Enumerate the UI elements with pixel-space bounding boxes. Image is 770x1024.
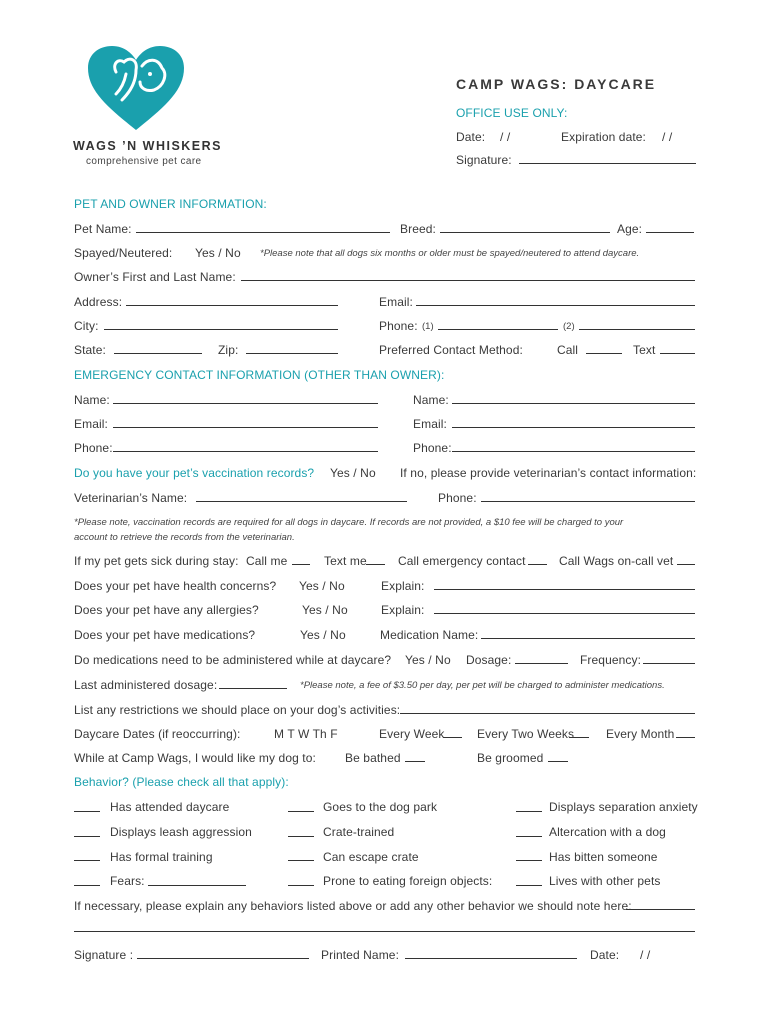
- footer-signature-field[interactable]: [137, 958, 309, 959]
- every-month-label: Every Month: [606, 727, 675, 741]
- emergency-email-1-field[interactable]: [113, 427, 378, 428]
- every-week-label: Every Week: [379, 727, 445, 741]
- spayed-options[interactable]: Yes / No: [195, 246, 241, 260]
- printed-name-label: Printed Name:: [321, 948, 399, 962]
- footer-signature-label: Signature :: [74, 948, 134, 962]
- behavior-check[interactable]: [74, 811, 100, 812]
- sick-text-me-label: Text me: [324, 554, 367, 568]
- emergency-phone-1-field[interactable]: [113, 451, 378, 452]
- printed-name-field[interactable]: [405, 958, 577, 959]
- vaccination-options[interactable]: Yes / No: [330, 466, 376, 480]
- behavior-check[interactable]: [74, 885, 100, 886]
- heart-logo-icon: [86, 44, 186, 132]
- groomed-label: Be groomed: [477, 751, 544, 765]
- city-label: City:: [74, 319, 99, 333]
- office-date-slashes: / /: [500, 130, 511, 144]
- emergency-phone-2-field[interactable]: [452, 451, 695, 452]
- page-title: CAMP WAGS: DAYCARE: [456, 76, 657, 92]
- health-explain-label: Explain:: [381, 579, 425, 593]
- age-field[interactable]: [646, 232, 694, 233]
- city-field[interactable]: [104, 329, 338, 330]
- expiration-label: Expiration date:: [561, 130, 646, 144]
- brand-tagline: comprehensive pet care: [86, 156, 202, 167]
- medication-name-field[interactable]: [481, 638, 695, 639]
- emergency-heading: EMERGENCY CONTACT INFORMATION (OTHER THAN OWNER):: [74, 368, 445, 382]
- medications-options[interactable]: Yes / No: [300, 628, 346, 642]
- health-explain-field[interactable]: [434, 589, 695, 590]
- fears-field[interactable]: [148, 885, 246, 886]
- zip-label: Zip:: [218, 343, 239, 357]
- contact-text-label: Text: [633, 343, 656, 357]
- sick-call-vet-field[interactable]: [677, 564, 695, 565]
- preferred-contact-label: Preferred Contact Method:: [379, 343, 523, 357]
- groomed-field[interactable]: [548, 761, 568, 762]
- frequency-field[interactable]: [643, 663, 695, 664]
- behavior-explain-field-2[interactable]: [74, 931, 695, 932]
- emergency-name-2-label: Name:: [413, 393, 449, 407]
- address-label: Address:: [74, 295, 123, 309]
- allergies-explain-label: Explain:: [381, 603, 425, 617]
- sick-label: If my pet gets sick during stay:: [74, 554, 239, 568]
- medication-fee-note: *Please note, a fee of $3.50 per day, per pet will be charged to administer medications.: [300, 680, 665, 691]
- pet-name-label: Pet Name:: [74, 222, 132, 236]
- health-concerns-label: Does your pet have health concerns?: [74, 579, 277, 593]
- sick-call-me-label: Call me: [246, 554, 288, 568]
- every-two-weeks-field[interactable]: [569, 737, 589, 738]
- behavior-heading: Behavior? (Please check all that apply):: [74, 775, 289, 789]
- daycare-days[interactable]: M T W Th F: [274, 727, 338, 741]
- office-use-label: OFFICE USE ONLY:: [456, 106, 568, 120]
- behavior-check[interactable]: [288, 811, 314, 812]
- behavior-item: Has bitten someone: [549, 850, 658, 864]
- while-at-label: While at Camp Wags, I would like my dog to:: [74, 751, 316, 765]
- behavior-item: Has formal training: [110, 850, 213, 864]
- age-label: Age:: [617, 222, 643, 236]
- pet-owner-heading: PET AND OWNER INFORMATION:: [74, 197, 267, 211]
- vaccination-note-1: *Please note, vaccination records are required for all dogs in daycare. If records are not provided, a $10 fee will be charged to your: [74, 517, 624, 528]
- behavior-check[interactable]: [74, 860, 100, 861]
- owner-phone-label: Phone:: [379, 319, 418, 333]
- sick-call-emergency-label: Call emergency contact: [398, 554, 526, 568]
- office-signature-field[interactable]: [519, 163, 696, 164]
- behavior-check[interactable]: [288, 885, 314, 886]
- behavior-item: Displays leash aggression: [110, 825, 252, 839]
- behavior-check[interactable]: [288, 836, 314, 837]
- bathed-field[interactable]: [405, 761, 425, 762]
- sick-call-me-field[interactable]: [292, 564, 310, 565]
- behavior-check[interactable]: [516, 885, 542, 886]
- phone-2-field[interactable]: [579, 329, 695, 330]
- emergency-name-1-label: Name:: [74, 393, 110, 407]
- daycare-dates-label: Daycare Dates (if reoccurring):: [74, 727, 241, 741]
- contact-call-field[interactable]: [586, 353, 622, 354]
- vet-name-label: Veterinarian’s Name:: [74, 491, 188, 505]
- sick-call-vet-label: Call Wags on-call vet: [559, 554, 674, 568]
- behavior-check[interactable]: [516, 811, 542, 812]
- vaccination-note-2: account to retrieve the records from the veterinarian.: [74, 532, 295, 543]
- emergency-phone-2-label: Phone:: [413, 441, 452, 455]
- restrictions-label: List any restrictions we should place on your dog’s activities:: [74, 703, 401, 717]
- emergency-email-2-label: Email:: [413, 417, 447, 431]
- footer-date-label: Date:: [590, 948, 620, 962]
- zip-field[interactable]: [246, 353, 338, 354]
- footer-date-slashes: / /: [640, 948, 651, 962]
- behavior-explain-label: If necessary, please explain any behaviors listed above or add any other behavior we should note here:: [74, 899, 632, 913]
- behavior-check[interactable]: [288, 860, 314, 861]
- logo: [86, 44, 186, 137]
- behavior-item: Goes to the dog park: [323, 800, 438, 814]
- behavior-item: Has attended daycare: [110, 800, 230, 814]
- state-label: State:: [74, 343, 106, 357]
- emergency-name-1-field[interactable]: [113, 403, 378, 404]
- owner-email-label: Email:: [379, 295, 413, 309]
- emergency-email-1-label: Email:: [74, 417, 108, 431]
- expiration-slashes: / /: [662, 130, 673, 144]
- breed-label: Breed:: [400, 222, 436, 236]
- emergency-email-2-field[interactable]: [452, 427, 695, 428]
- vet-phone-field[interactable]: [481, 501, 695, 502]
- last-dosage-label: Last administered dosage:: [74, 678, 218, 692]
- behavior-check[interactable]: [516, 860, 542, 861]
- dosage-field[interactable]: [515, 663, 568, 664]
- allergies-options[interactable]: Yes / No: [302, 603, 348, 617]
- phone-2-label: (2): [563, 321, 575, 332]
- owner-email-field[interactable]: [416, 305, 695, 306]
- medication-name-label: Medication Name:: [380, 628, 479, 642]
- last-dosage-field[interactable]: [219, 688, 287, 689]
- vaccination-question: Do you have your pet’s vaccination records?: [74, 466, 315, 480]
- administer-options[interactable]: Yes / No: [405, 653, 451, 667]
- allergies-label: Does your pet have any allergies?: [74, 603, 259, 617]
- allergies-explain-field[interactable]: [434, 613, 695, 614]
- behavior-check[interactable]: [74, 836, 100, 837]
- contact-text-field[interactable]: [660, 353, 695, 354]
- phone-1-field[interactable]: [438, 329, 558, 330]
- pet-name-field[interactable]: [136, 232, 390, 233]
- dosage-label: Dosage:: [466, 653, 512, 667]
- behavior-item: Fears:: [110, 874, 145, 888]
- every-week-field[interactable]: [443, 737, 462, 738]
- contact-call-label: Call: [557, 343, 579, 357]
- bathed-label: Be bathed: [345, 751, 401, 765]
- spayed-label: Spayed/Neutered:: [74, 246, 173, 260]
- emergency-name-2-field[interactable]: [452, 403, 695, 404]
- behavior-item: Lives with other pets: [549, 874, 661, 888]
- health-concerns-options[interactable]: Yes / No: [299, 579, 345, 593]
- behavior-item: Altercation with a dog: [549, 825, 666, 839]
- office-date-label: Date:: [456, 130, 486, 144]
- owner-name-field[interactable]: [241, 280, 695, 281]
- vet-phone-label: Phone:: [438, 491, 477, 505]
- behavior-explain-field[interactable]: [626, 909, 695, 910]
- spay-note: *Please note that all dogs six months or older must be spayed/neutered to attend daycare.: [260, 248, 640, 259]
- behavior-item: Crate-trained: [323, 825, 395, 839]
- every-two-weeks-label: Every Two Weeks: [477, 727, 575, 741]
- phone-1-label: (1): [422, 321, 434, 332]
- owner-name-label: Owner’s First and Last Name:: [74, 270, 236, 284]
- sick-call-emergency-field[interactable]: [528, 564, 547, 565]
- behavior-item: Prone to eating foreign objects:: [323, 874, 493, 888]
- vet-name-field[interactable]: [196, 501, 407, 502]
- sick-text-me-field[interactable]: [366, 564, 385, 565]
- every-month-field[interactable]: [676, 737, 695, 738]
- behavior-check[interactable]: [516, 836, 542, 837]
- restrictions-field[interactable]: [400, 713, 695, 714]
- address-field[interactable]: [126, 305, 338, 306]
- office-signature-label: Signature:: [456, 153, 512, 167]
- behavior-item: Displays separation anxiety: [549, 800, 698, 814]
- frequency-label: Frequency:: [580, 653, 642, 667]
- emergency-phone-1-label: Phone:: [74, 441, 113, 455]
- breed-field[interactable]: [440, 232, 610, 233]
- administer-label: Do medications need to be administered while at daycare?: [74, 653, 392, 667]
- medications-label: Does your pet have medications?: [74, 628, 256, 642]
- behavior-item: Can escape crate: [323, 850, 419, 864]
- state-field[interactable]: [114, 353, 202, 354]
- vet-info-prompt: If no, please provide veterinarian’s contact information:: [400, 466, 697, 480]
- brand-name: WAGS ’N WHISKERS: [73, 139, 223, 153]
